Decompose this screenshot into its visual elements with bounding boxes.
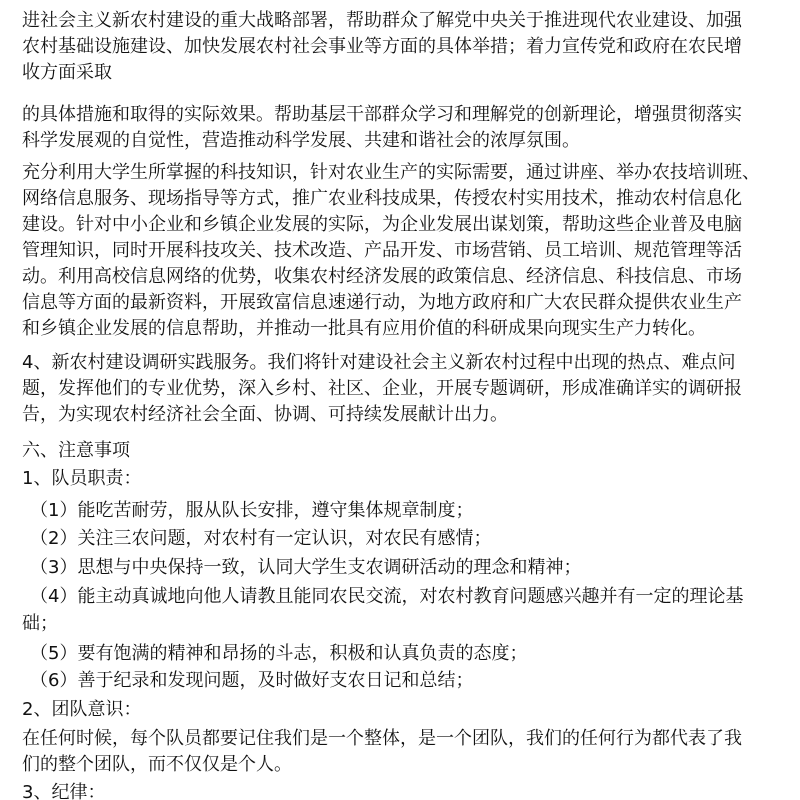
text-line: 们的整个团队，而不仅仅是个人。: [22, 754, 292, 775]
list-item: （5）要有饱满的精神和昂扬的斗志，积极和认真负责的态度；: [30, 643, 528, 664]
section-heading: 六、注意事项: [22, 440, 130, 461]
text-line: 的具体措施和取得的实际效果。帮助基层干部群众学习和理解党的创新理论，增强贯彻落实: [22, 104, 742, 125]
list-item: （3）思想与中央保持一致，认同大学生支农调研活动的理念和精神；: [30, 557, 582, 578]
list-item: （2）关注三农问题，对农村有一定认识，对农民有感情；: [30, 528, 492, 549]
text-line: 和乡镇企业发展的信息帮助，并推动一批具有应用价值的科研成果向现实生产力转化。: [22, 318, 706, 339]
text-line: 告，为实现农村经济社会全面、协调、可持续发展献计出力。: [22, 404, 508, 425]
text-line: 在任何时候，每个队员都要记住我们是一个整体，是一个团队，我们的任何行为都代表了我: [22, 728, 742, 749]
list-item-continuation: 础；: [22, 613, 58, 634]
text-line: 题，发挥他们的专业优势，深入乡村、社区、企业，开展专题调研，形成准确详实的调研报: [22, 378, 742, 399]
text-line: 网络信息服务、现场指导等方式，推广农业科技成果，传授农村实用技术，推动农村信息化: [22, 188, 742, 209]
list-item: （6）善于纪录和发现问题，及时做好支农日记和总结；: [30, 670, 474, 691]
text-line: 信息等方面的最新资料，开展致富信息速递行动，为地方政府和广大农民群众提供农业生产: [22, 292, 742, 313]
subsection-heading: 1、队员职责：: [22, 468, 142, 489]
text-line: 收方面采取: [22, 62, 112, 83]
text-line: 充分利用大学生所掌握的科技知识，针对农业生产的实际需要，通过讲座、举办农技培训班、: [22, 162, 760, 183]
subsection-heading: 2、团队意识：: [22, 699, 142, 720]
text-line: 管理知识，同时开展科技攻关、技术改造、产品开发、市场营销、员工培训、规范管理等活: [22, 240, 742, 261]
text-line: 建设。针对中小企业和乡镇企业发展的实际，为企业发展出谋划策，帮助这些企业普及电脑: [22, 214, 742, 235]
text-line: 进社会主义新农村建设的重大战略部署，帮助群众了解党中央关于推进现代农业建设、加强: [22, 10, 742, 31]
text-line: 4、新农村建设调研实践服务。我们将针对建设社会主义新农村过程中出现的热点、难点问: [22, 352, 736, 373]
text-line: 科学发展观的自觉性，营造推动科学发展、共建和谐社会的浓厚氛围。: [22, 130, 580, 151]
subsection-heading: 3、纪律：: [22, 782, 106, 800]
list-item: （1）能吃苦耐劳，服从队长安排，遵守集体规章制度；: [30, 500, 474, 521]
text-line: 动。利用高校信息网络的优势，收集农村经济发展的政策信息、经济信息、科技信息、市场: [22, 266, 742, 287]
text-line: 农村基础设施建设、加快发展农村社会事业等方面的具体举措；着力宣传党和政府在农民增: [22, 36, 742, 57]
list-item: （4）能主动真诚地向他人请教且能同农民交流，对农村教育问题感兴趣并有一定的理论基: [30, 586, 744, 607]
